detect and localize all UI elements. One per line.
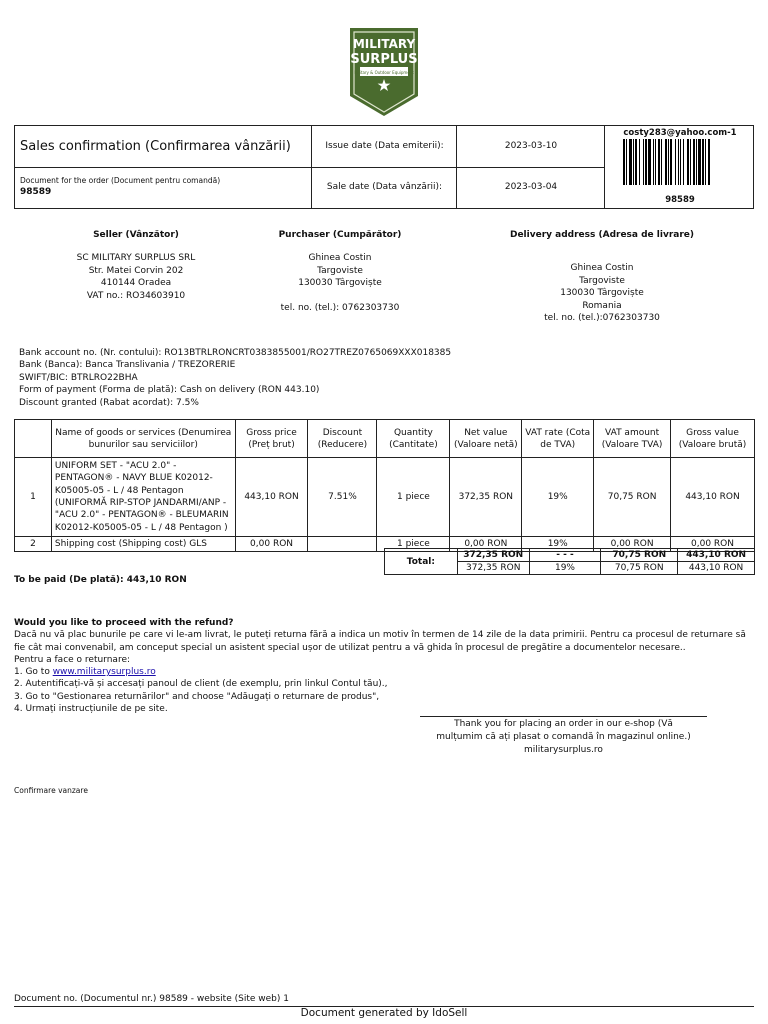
barcode	[623, 139, 735, 188]
cell-net-value: 0,00 RON	[450, 537, 522, 552]
delivery-address	[480, 262, 724, 325]
col-header-vat-amount: VAT amount (Valoare TVA)	[594, 420, 671, 458]
cell-vat-rate: 19%	[522, 458, 594, 537]
vat-amount: 70,75 RON	[601, 562, 678, 575]
refund-paragraph: Dacă nu vă plac bunurile pe care vi le-am livrat, le puteți returna fără a indica un motiv în termen de 14 zile de la data primirii. Pentru ca procesul de returnare să fie cât mai convenabil, am conceput special un asistent special ușor de utilizat pentru a vă ghida în procesul de pregătire a documentelor necesare..	[14, 630, 746, 653]
refund-step-4: 4. Urmați instrucțiunile de pe site.	[14, 704, 168, 715]
payment-info	[19, 347, 451, 409]
total-vat-rate: - - -	[529, 549, 601, 562]
thanks-note: Thank you for placing an order in our e-shop (Vă mulțumim că ați plasat o comandă în magazinul online.) militarysurplus.ro	[436, 719, 691, 755]
cell-quantity: 1 piece	[377, 537, 450, 552]
purchaser-line	[218, 290, 462, 303]
delivery-heading: Delivery address (Adresa de livrare)	[509, 230, 694, 240]
cell-name: Shipping cost (Shipping cost) GLS	[51, 537, 235, 552]
logo-tagline: Military & Outdoor Equipment	[354, 70, 414, 75]
refund-heading: Would you like to proceed with the refund?	[14, 618, 234, 628]
issue-date-value: 2023-03-10	[504, 141, 558, 151]
seller-line: SC MILITARY SURPLUS SRL	[76, 253, 196, 263]
col-header-gross-value: Gross value (Valoare brută)	[671, 420, 755, 458]
cell-index: 2	[15, 537, 52, 552]
refund-step-3: 3. Go to "Gestionarea returnărilor" and choose "Adăugați o returnare de produs",	[14, 691, 380, 702]
purchaser-line: Ghinea Costin	[308, 253, 372, 263]
refund-intro: Pentru a face o returnare:	[14, 654, 131, 665]
refund-section	[14, 617, 754, 715]
cell-gross-price: 443,10 RON	[235, 458, 308, 537]
seller-line: 410144 Oradea	[100, 278, 172, 288]
cell-quantity: 1 piece	[377, 458, 450, 537]
logo-line1: MILITARY	[352, 37, 416, 51]
military-surplus-logo	[348, 26, 420, 118]
table-row	[15, 458, 755, 537]
discount-granted: Discount granted (Rabat acordat): 7.5%	[19, 397, 199, 408]
total-label: Total:	[385, 549, 458, 575]
cell-discount: 7.51%	[308, 458, 377, 537]
cell-discount	[308, 537, 377, 552]
delivery-line: Targoviste	[579, 275, 625, 286]
vat-rate: 19%	[529, 562, 601, 575]
purchaser-address	[218, 252, 462, 315]
delivery-phone: tel. no. (tel.):0762303730	[544, 313, 660, 323]
col-header-discount: Discount (Reducere)	[308, 420, 377, 458]
col-header-quantity: Quantity (Cantitate)	[377, 420, 450, 458]
payment-form: Form of payment (Forma de plată): Cash on delivery (RON 443.10)	[19, 385, 320, 396]
seller-line: VAT no.: RO34603910	[86, 290, 186, 301]
customer-email: costy283@yahoo.com-1	[623, 128, 737, 138]
totals-table	[384, 548, 755, 575]
order-label: Document for the order (Document pentru comandă)	[20, 176, 221, 185]
order-number: 98589	[20, 187, 52, 197]
cell-gross-value: 443,10 RON	[671, 458, 755, 537]
col-header-index	[15, 420, 52, 458]
col-header-vat-rate: VAT rate (Cota de TVA)	[522, 420, 594, 458]
swift-bic: SWIFT/BIC: BTRLRO22BHA	[19, 372, 138, 383]
cell-gross-price: 0,00 RON	[235, 537, 308, 552]
thanks-divider	[420, 716, 707, 717]
cell-index: 1	[15, 458, 52, 537]
col-header-net-value: Net value (Valoare netă)	[450, 420, 522, 458]
delivery-line: 130030 Târgoviște	[560, 288, 644, 298]
issue-date-label: Issue date (Data emiterii):	[325, 141, 444, 151]
purchaser-line: 130030 Târgoviște	[298, 278, 382, 288]
vat-gross: 443,10 RON	[678, 562, 755, 575]
logo-line2: SURPLUS	[350, 52, 418, 67]
refund-step-1	[14, 666, 754, 678]
document-title: Sales confirmation (Confirmarea vânzării)	[20, 139, 291, 154]
seller-line: Str. Matei Corvin 202	[88, 265, 184, 276]
amount-to-pay: To be paid (De plată): 443,10 RON	[14, 575, 187, 585]
table-header-row	[15, 420, 755, 458]
header-box	[14, 125, 754, 209]
footer-generated-by: Document generated by IdoSell	[300, 1007, 468, 1019]
col-header-name: Name of goods or services (Denumirea bunurilor sau serviciilor)	[51, 420, 235, 458]
delivery-line: Romania	[582, 300, 622, 311]
refund-step-2: 2. Autentificați-vă și accesați panoul de client (de exemplu, prin linkul Contul tău).,	[14, 679, 388, 690]
total-net: 372,35 RON	[457, 549, 529, 562]
vat-net: 372,35 RON	[457, 562, 529, 575]
barcode-number: 98589	[665, 195, 695, 205]
militarysurplus-link[interactable]: www.militarysurplus.ro	[52, 667, 156, 678]
totals-row	[385, 549, 755, 562]
cell-net-value: 372,35 RON	[450, 458, 522, 537]
sale-date-label: Sale date (Data vânzării):	[326, 182, 443, 192]
cell-vat-rate: 19%	[522, 537, 594, 552]
cell-name: UNIFORM SET - "ACU 2.0" - PENTAGON® - NAVY BLUE K02012-K05005-05 - L / 48 Pentagon (UNIFORMĂ RIP-STOP JANDARMI/ANP - "ACU 2.0" - PENTAGON® - BLEUMARIN K02012-K05005-05 - L / 48 Pentagon )	[51, 458, 235, 537]
purchaser-heading: Purchaser (Cumpărător)	[278, 230, 402, 240]
document-label: Confirmare vanzare	[14, 786, 88, 795]
col-header-gross-price: Gross price (Preț brut)	[235, 420, 308, 458]
cell-vat-amount: 0,00 RON	[594, 537, 671, 552]
purchaser-line: Targoviste	[317, 265, 363, 276]
purchaser-phone: tel. no. (tel.): 0762303730	[280, 303, 400, 313]
cell-vat-amount: 70,75 RON	[594, 458, 671, 537]
total-gross: 443,10 RON	[678, 549, 755, 562]
footer-document-number: Document no. (Documentul nr.) 98589 - website (Site web) 1	[14, 994, 289, 1004]
total-vat-amount: 70,75 RON	[601, 549, 678, 562]
cell-gross-value: 0,00 RON	[671, 537, 755, 552]
seller-heading: Seller (Vânzător)	[93, 230, 179, 240]
items-table	[14, 419, 755, 552]
bank-name: Bank (Banca): Banca Translivania / TREZORERIE	[19, 360, 236, 371]
sale-date-value: 2023-03-04	[504, 182, 558, 192]
delivery-line: Ghinea Costin	[570, 263, 634, 273]
refund-step-1-prefix: 1. Go to	[14, 667, 53, 678]
bank-account: Bank account no. (Nr. contului): RO13BTRLRONCRT0383855001/RO27TREZ0765069XXX018385	[19, 348, 452, 358]
